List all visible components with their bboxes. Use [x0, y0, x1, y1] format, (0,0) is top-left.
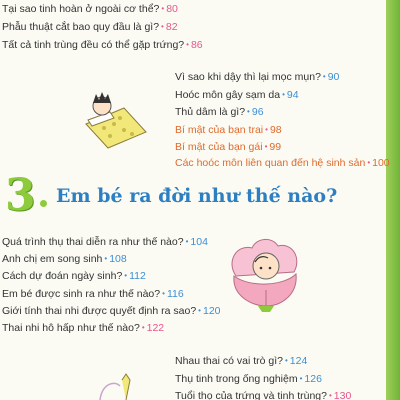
toc-entry[interactable] — [175, 105, 264, 119]
toc-entry-text: Vì sao khi dậy thì lại mọc mụn? — [175, 71, 321, 83]
bullet: • — [141, 323, 145, 332]
toc-entry[interactable] — [175, 372, 322, 386]
toc-page-number: 100 — [372, 157, 390, 169]
toc-page-number: 99 — [269, 141, 282, 153]
bullet: • — [162, 289, 165, 298]
toc-page-number: 90 — [327, 71, 340, 83]
toc-page-number: 122 — [146, 322, 165, 334]
chapter-number: 3 — [5, 170, 36, 221]
toc-entry[interactable] — [2, 321, 164, 335]
bullet: • — [299, 374, 303, 383]
toc-entry-text: Giới tính thai nhi được quyết định ra sao? — [2, 305, 197, 317]
toc-entry[interactable] — [175, 156, 390, 170]
bullet: • — [265, 125, 268, 134]
toc-entry[interactable] — [175, 70, 339, 84]
toc-page-number: 94 — [286, 89, 299, 101]
toc-entry-text: Bí mật của bạn gái — [175, 141, 263, 153]
toc-entry-text: Thai nhi hô hấp như thế nào? — [2, 322, 140, 334]
baby-in-flower-illustration — [222, 232, 306, 312]
toc-entry[interactable] — [2, 20, 178, 34]
toc-entry[interactable] — [175, 140, 281, 154]
toc-entry-text: Tại sao tinh hoàn ở ngoài cơ thể? — [2, 3, 160, 15]
toc-page-number: 124 — [289, 355, 308, 367]
toc-entry-text: Các hoóc môn liên quan đến hệ sinh sản — [175, 157, 366, 169]
bullet: • — [284, 356, 288, 365]
toc-entry-text: Nhau thai có vai trò gì? — [175, 355, 283, 367]
toc-entry[interactable] — [2, 2, 178, 16]
bullet: • — [186, 40, 189, 49]
bullet: • — [198, 306, 201, 315]
toc-entry[interactable] — [2, 304, 221, 318]
toc-entry[interactable] — [2, 287, 184, 301]
toc-entry-text: Hoóc môn gây sạm da — [175, 89, 281, 101]
bullet: • — [367, 158, 371, 167]
toc-entry-text: Tất cả tinh trùng đều có thể gặp trứng? — [2, 39, 185, 51]
toc-entry-text: Thủ dâm là gì? — [175, 106, 246, 118]
bullet: • — [328, 391, 332, 400]
partial-illustration — [96, 372, 140, 400]
bullet: • — [322, 72, 326, 81]
toc-entry[interactable] — [2, 38, 203, 52]
green-page-edge — [386, 0, 400, 400]
bullet: • — [124, 271, 128, 280]
toc-entry-text: Em bé được sinh ra như thế nào? — [2, 288, 161, 300]
toc-entry-text: Thụ tinh trong ống nghiệm — [175, 373, 298, 385]
toc-entry[interactable] — [2, 252, 127, 266]
toc-entry[interactable] — [2, 269, 146, 283]
toc-page-number: 80 — [166, 3, 178, 15]
toc-page-number: 116 — [166, 288, 184, 300]
toc-entry-text: Anh chị em song sinh — [2, 253, 103, 265]
toc-entry-text: Tuổi thọ của trứng và tinh trùng? — [175, 390, 327, 400]
toc-page-number: 96 — [251, 106, 264, 118]
bullet: • — [264, 142, 268, 151]
toc-page-number: 104 — [190, 236, 208, 248]
sleeping-child-illustration — [80, 88, 150, 150]
bullet: • — [104, 254, 108, 263]
toc-page-number: 82 — [165, 21, 178, 33]
toc-entry[interactable] — [175, 354, 307, 368]
toc-entry[interactable] — [175, 389, 351, 400]
bullet: • — [282, 90, 285, 99]
toc-entry-text: Quá trình thụ thai diễn ra như thế nào? — [2, 236, 184, 248]
toc-page-number: 112 — [129, 270, 146, 282]
toc-entry[interactable] — [175, 88, 299, 102]
toc-page-number: 126 — [304, 373, 322, 385]
bullet: • — [185, 237, 189, 246]
toc-page-number: 120 — [202, 305, 221, 317]
toc-entry-text: Phẫu thuật cắt bao quy đầu là gì? — [2, 21, 160, 33]
bullet: • — [161, 22, 164, 31]
toc-entry[interactable] — [175, 123, 282, 137]
toc-page-number: 130 — [333, 390, 352, 400]
bullet: • — [247, 107, 250, 116]
toc-entry-text: Bí mật của bạn trai — [175, 124, 264, 136]
toc-page-number: 108 — [109, 253, 127, 265]
chapter-title: Em bé ra đời như thế nào? — [56, 185, 338, 207]
bullet: • — [161, 4, 165, 13]
chapter-number-dot — [40, 200, 47, 207]
toc-entry[interactable] — [2, 235, 208, 249]
toc-page-number: 86 — [190, 39, 203, 51]
toc-entry-text: Cách dự đoán ngày sinh? — [2, 270, 123, 282]
toc-page-number: 98 — [269, 124, 282, 136]
